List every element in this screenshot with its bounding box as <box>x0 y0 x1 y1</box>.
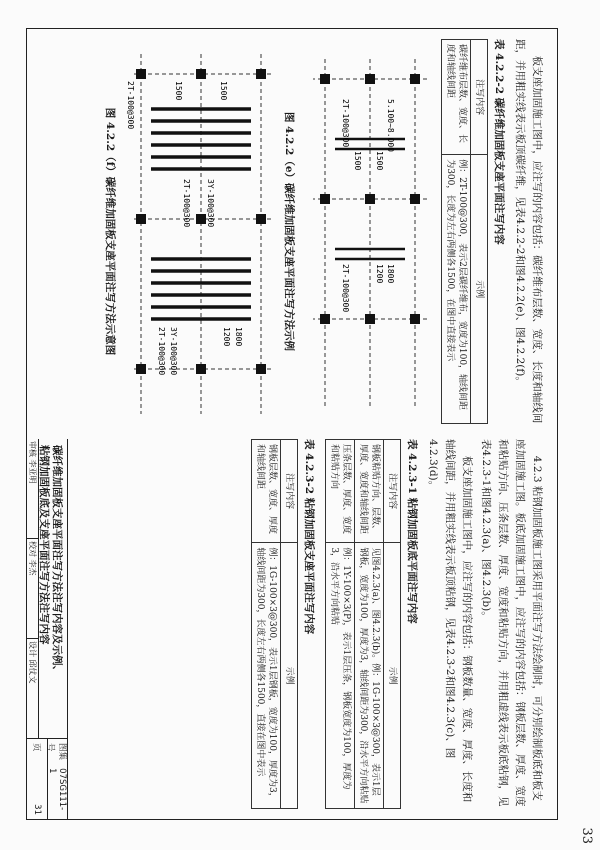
table-header: 示例 <box>384 543 401 809</box>
table-header: 注写内容 <box>281 440 298 543</box>
table-row <box>326 440 355 809</box>
fig-f-label: 1500 <box>219 81 228 101</box>
page-number: 33 <box>579 827 594 844</box>
title-line-1: 碳纤维加固板支座平面注写方法注写内容及示例、 <box>51 445 63 676</box>
table-cell: 钢板层数、宽度、厚度和轴线间距 <box>252 440 281 543</box>
figure-4-2-2-e <box>280 39 435 424</box>
fig-f-label: 3Y-100@300 <box>169 327 178 376</box>
fig-e-label: 1800 <box>386 264 395 284</box>
right-column <box>251 439 545 809</box>
atlas-number: 07SG111-1 <box>47 768 68 811</box>
table-4-2-3-1-caption: 表 4.2.3-1 粘钢加固板底平面注写内容 <box>406 439 418 624</box>
fig-f-label: 2T-100@300 <box>182 179 191 228</box>
table-cell: 例：2T-100@300，表示2层碳纤维布，宽度为100，轴线间距为300，长度为左右两侧各1500，在图中直接表示 <box>442 155 471 424</box>
table-row <box>252 440 281 809</box>
fig-e-label: 2T-100@300 <box>341 99 350 148</box>
fig-e-label: 1200 <box>375 264 384 284</box>
page-label: 页 <box>31 743 42 752</box>
title-block <box>27 439 68 819</box>
table-cell: 例：1G-100×3@300，表示1层钢板，宽度为100，厚度为3，轴线间距为300，长度左右两侧各1500，直接在图中表示 <box>252 543 281 809</box>
fig-f-label: 3Y-100@300 <box>206 179 215 228</box>
atlas-page: 31 <box>32 804 43 815</box>
fig-e-label: 1500 <box>353 151 362 171</box>
table-row <box>355 440 384 809</box>
fig-f-label: 1500 <box>174 81 183 101</box>
fig-f-label: 2T-100@300 <box>157 327 166 376</box>
table-cell: 见图4.2.3(a)、图4.2.3(b)。例：1G-100×3@300，表示1层钢板，宽度为100，厚度为3，轴线间距为300，沿水平方向粘贴 <box>355 543 384 809</box>
table-row <box>442 40 471 424</box>
page-frame <box>26 28 558 820</box>
signature-row <box>27 439 39 739</box>
figure-e-drawing <box>305 39 435 424</box>
right-paragraph-2: 板支座加固施工图中，应注写的内容包括：钢板数量、宽度、厚度、长度和轴线间距，并用粗实线表示板顶粘钢，见表4.2.3-2和图4.2.3(c)、图4.2.3(d)。 <box>427 439 473 803</box>
left-paragraph: 板支座加固施工图中，应注写的内容包括：碳纤维布层数、宽度、长度和轴线间距，并用粗实线表示板顶碳纤维，见表4.2.2-2和图4.2.2(e)、图4.2.2(f)。 <box>514 39 543 424</box>
fig-f-label: 1800 <box>234 327 243 347</box>
table-4-2-3-2 <box>251 439 298 809</box>
atlas-label: 图集号 <box>45 743 68 761</box>
left-column <box>101 39 545 424</box>
right-paragraph-1: 4.2.3 粘钢加固板施工图采用平面注写方法绘制时，可分别绘制板底和板支座加固施工图。板底加固施工图中，应注写的内容包括：钢板层数、厚度、宽度和粘贴方向、压条层数、厚度、宽度和粘贴方向，并用粗虚线表示板底粘钢，见表4.2.3-1和图4.2.3(a)、图4.2.3(b)。 <box>480 439 543 807</box>
figure-e-caption: 图 4.2.2（e）碳纤维加固板支座平面注写方法示例 <box>283 111 295 352</box>
table-4-2-2-2-caption: 表 4.2.2-2 碳纤维加固板支座平面注写内容 <box>493 39 505 245</box>
table-header: 注写内容 <box>471 40 488 155</box>
table-header: 示例 <box>471 155 488 424</box>
designer: 设计 邱仗文 <box>27 639 38 739</box>
figure-f-caption: 图 4.2.2（f）碳纤维加固板支座平面注写方法示意图 <box>104 107 116 356</box>
figure-4-2-2-f <box>101 39 276 424</box>
atlas-info <box>27 738 67 819</box>
table-cell: 钢板粘贴方向、层数、厚度、宽度和轴线间距 <box>355 440 384 543</box>
table-cell: 例：1Y-100×3(P)，表示1层压条，钢板宽度为100，厚度为3，沿水平方向粘贴 <box>326 543 355 809</box>
fig-e-label: 5.100~8.000 <box>386 99 395 152</box>
table-header: 注写内容 <box>384 440 401 543</box>
fig-e-label: 2T-100@300 <box>341 264 350 313</box>
table-header: 示例 <box>281 543 298 809</box>
figure-f-drawing <box>126 39 276 424</box>
table-cell: 碳纤维布层数、宽度、长度和轴线间距 <box>442 40 471 155</box>
fig-f-label: 1200 <box>222 327 231 347</box>
table-4-2-3-2-caption: 表 4.2.3-2 粘钢加固板支座平面注写内容 <box>303 439 315 635</box>
table-4-2-2-2 <box>441 39 488 424</box>
table-4-2-3-1 <box>325 439 401 809</box>
fig-f-label: 2T-100@300 <box>126 81 135 130</box>
proofreader: 校对 李杰 <box>27 539 38 639</box>
fig-e-label: 1500 <box>375 151 384 171</box>
reviewer: 审核 李亚明 <box>27 439 38 539</box>
title-line-2: 粘钢加固板底及支座平面注写方法注写内容 <box>38 445 50 645</box>
table-cell: 压条层数、厚度、宽度和粘贴方向 <box>326 440 355 543</box>
